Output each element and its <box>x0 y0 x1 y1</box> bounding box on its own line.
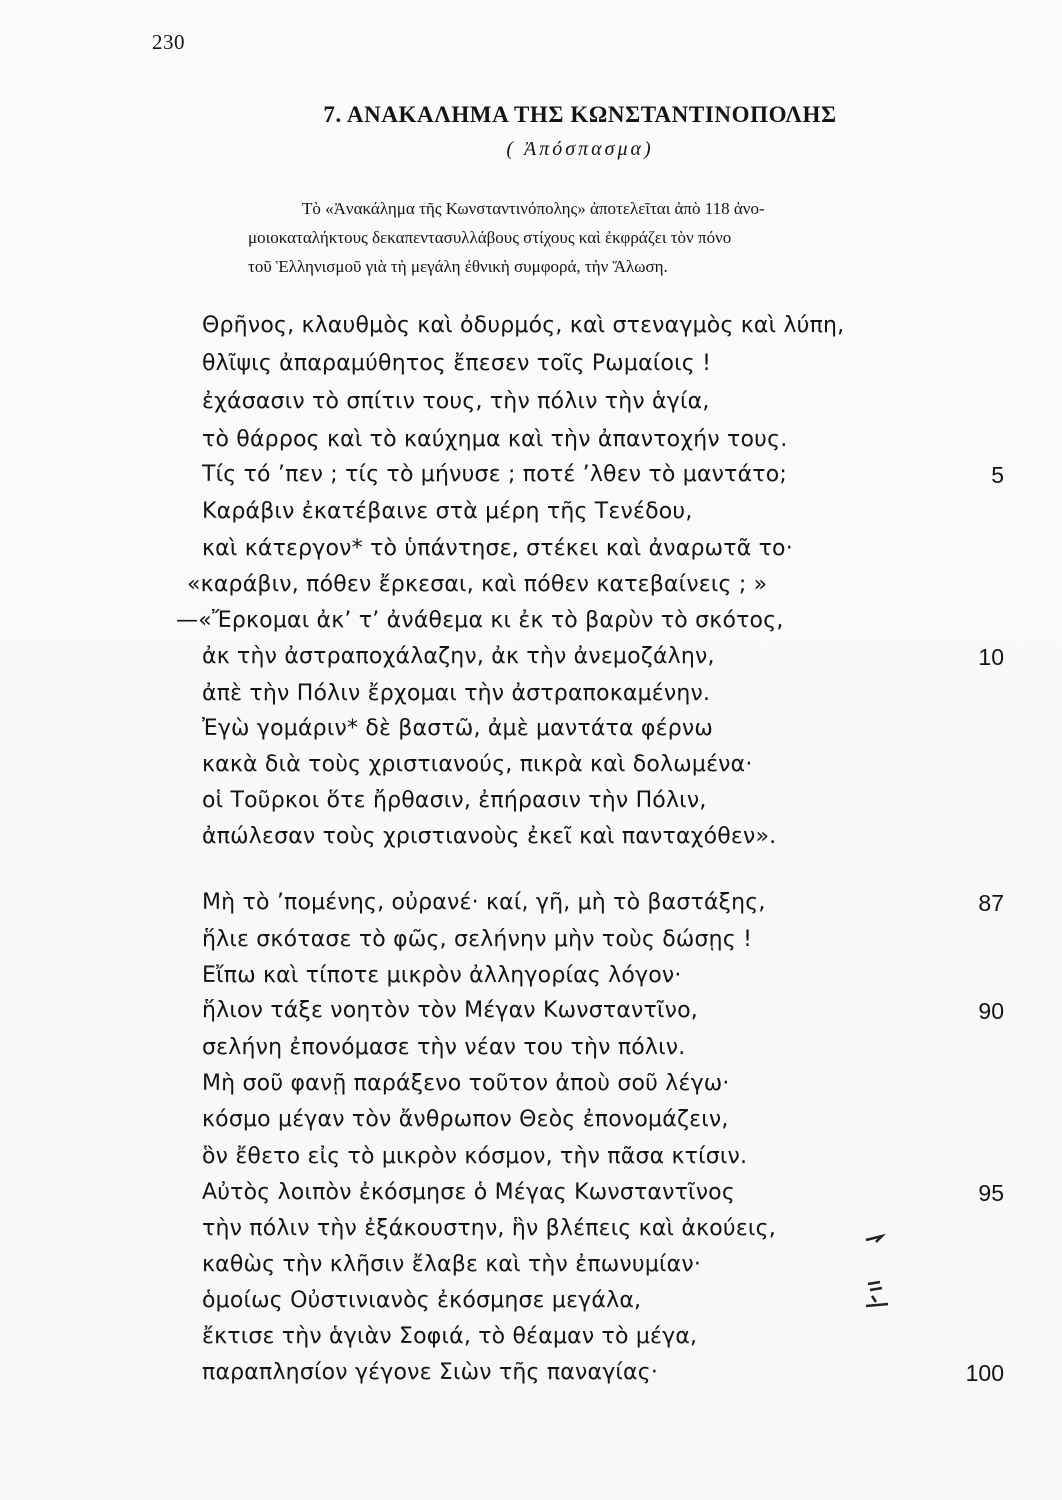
verse-text: παραπλησίον γέγονε Σιὼν τῆς παναγίας· <box>202 1360 659 1385</box>
verse-text: Θρῆνος, κλαυθμὸς καὶ ὀδυρμός, καὶ στεναγμὸς καὶ λύπη, <box>202 313 845 338</box>
poem-subtitle: ( Ἀπόσπασμα) <box>506 138 654 160</box>
verse-text: θλῖψις ἀπαραμύθητος ἔπεσεν τοῖς Ρωμαίοις ! <box>202 351 712 376</box>
verse-text: ὃν ἔθετο εἰς τὸ μικρὸν κόσμον, τὴν πᾶσα κτίσιν. <box>202 1144 748 1169</box>
verse-text: καὶ κάτεργον* τὸ ὑπάντησε, στέκει καὶ ἀναρωτᾶ το· <box>202 536 793 561</box>
intro-line: Τὸ «Ἀνακάλημα τῆς Κωνσταντινόπολης» ἀποτελεῖται ἀπὸ 118 ἀνο- <box>302 199 765 218</box>
verse-text: ἀπὲ τὴν Πόλιν ἔρχομαι τὴν ἀστραποκαμένην. <box>202 681 711 706</box>
verse-text: καθὼς τὴν κλῆσιν ἔλαβε καὶ τὴν ἐπωνυμίαν· <box>202 1252 702 1277</box>
page-number: 230 <box>152 30 185 54</box>
verse-number: 90 <box>978 998 1004 1024</box>
verse-text: ἐχάσασιν τὸ σπίτιν τους, τὴν πόλιν τὴν ἁγία, <box>202 389 710 414</box>
verse-text: σελήνη ἐπονόμασε τὴν νέαν του τὴν πόλιν. <box>202 1035 686 1060</box>
verse-text: «καράβιν, πόθεν ἔρκεσαι, καὶ πόθεν κατεβαίνεις ; » <box>187 572 768 597</box>
verse-number: 10 <box>978 644 1004 670</box>
verse-text: Καράβιν ἐκατέβαινε στὰ μέρη τῆς Τενέδου, <box>202 499 693 524</box>
verse-text: —«Ἔρκομαι ἀκ’ τ’ ἀνάθεμα κι ἐκ τὸ βαρὺν τὸ σκότος, <box>176 608 784 633</box>
verse-text: ἔκτισε τὴν ἁγιὰν Σοφιά, τὸ θέαμαν τὸ μέγα, <box>202 1324 698 1349</box>
intro-line: μοιοκαταλήκτους δεκαπεντασυλλάβους στίχους καὶ ἐκφράζει τὸν πόνο <box>248 228 732 247</box>
verse-text: κόσμο μέγαν τὸν ἄνθρωπον Θεὸς ἐπονομάζειν, <box>202 1107 729 1132</box>
poem-title: 7. ΑΝΑΚΑΛΗΜΑ ΤΗΣ ΚΩΝΣΤΑΝΤΙΝΟΠΟΛΗΣ <box>323 102 837 127</box>
verse-text: τὴν πόλιν τὴν ἐξάκουστην, ἣν βλέπεις καὶ ἀκούεις, <box>202 1216 776 1241</box>
intro-line: τοῦ Ἑλληνισμοῦ γιὰ τὴ μεγάλη ἐθνικὴ συμφορά, τὴν Ἅλωση. <box>248 257 668 276</box>
verse-text: Τίς τό ’πεν ; τίς τὸ μήνυσε ; ποτέ ’λθεν τὸ μαντάτο; <box>202 462 788 487</box>
verse-text: Ἐγὼ γομάριν* δὲ βαστῶ, ἀμὲ μαντάτα φέρνω <box>202 716 713 741</box>
verse-text: τὸ θάρρος καὶ τὸ καύχημα καὶ τὴν ἀπαντοχήν τους. <box>202 427 788 452</box>
verse-text: Εἴπω καὶ τίποτε μικρὸν ἀλληγορίας λόγον· <box>202 963 682 988</box>
margin-pencil-mark <box>862 1232 892 1312</box>
verse-text: ἥλιε σκότασε τὸ φῶς, σελήνην μὴν τοὺς δώσῃς ! <box>202 927 753 952</box>
verse-text: ἀπώλεσαν τοὺς χριστιανοὺς ἐκεῖ καὶ πανταχόθεν». <box>202 824 777 849</box>
verse-text: ἥλιον τάξε νοητὸν τὸν Μέγαν Κωνσταντῖνο, <box>202 998 698 1023</box>
verse-text: ἀκ τὴν ἀστραποχάλαζην, ἀκ τὴν ἀνεμοζάλην, <box>202 644 715 669</box>
verse-text: κακὰ διὰ τοὺς χριστιανούς, πικρὰ καὶ δολωμένα· <box>202 752 753 777</box>
verse-text: ὁμοίως Οὐστινιανὸς ἐκόσμησε μεγάλα, <box>202 1288 642 1313</box>
verse-text: Αὐτὸς λοιπὸν ἐκόσμησε ὁ Μέγας Κωνσταντῖνος <box>202 1180 735 1205</box>
intro-paragraph <box>248 194 1008 281</box>
verse-number: 95 <box>978 1180 1004 1206</box>
verse-number: 87 <box>978 890 1004 916</box>
verse-text: Μὴ σοῦ φανῇ παράξενο τοῦτον ἀποὺ σοῦ λέγω· <box>202 1071 730 1096</box>
verse-number: 5 <box>991 462 1004 488</box>
verse-text: οἱ Τοῦρκοι ὅτε ἤρθασιν, ἐπήρασιν τὴν Πόλιν, <box>202 788 707 813</box>
verse-number: 100 <box>965 1360 1004 1386</box>
verse-text: Μὴ τὸ ’πομένης, οὐρανέ· καί, γῆ, μὴ τὸ βαστάξης, <box>202 890 766 915</box>
